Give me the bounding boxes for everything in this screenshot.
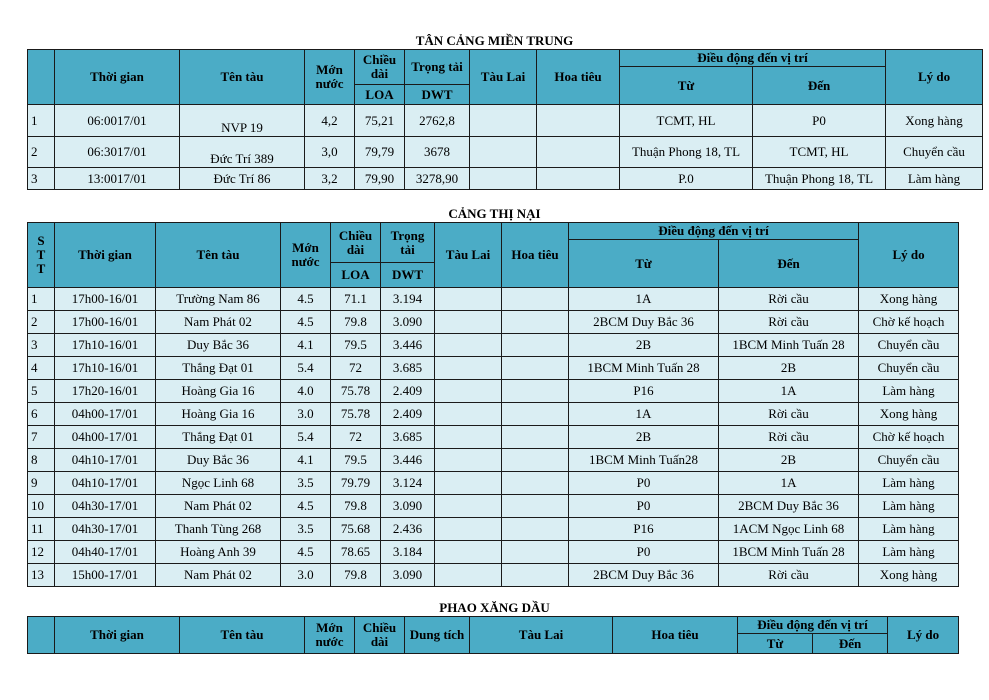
- cell-draft: 3,0: [305, 137, 355, 168]
- table-row: [28, 288, 959, 311]
- cell-pilot: [502, 472, 569, 495]
- cell-ship: Nam Phát 02: [156, 495, 281, 518]
- header-tug: Tàu Lai: [470, 617, 613, 654]
- cell-time: 17h10-16/01: [55, 357, 156, 380]
- cell-tug: [435, 380, 502, 403]
- cell-ship: Thắng Đạt 01: [156, 426, 281, 449]
- header-to: Đến: [813, 634, 888, 654]
- cell-tug: [470, 137, 537, 168]
- table-row: [28, 472, 959, 495]
- table-row: [28, 426, 959, 449]
- cell-pilot: [502, 311, 569, 334]
- cell-to: 1A: [719, 380, 859, 403]
- cell-dwt: 3278,90: [405, 168, 470, 190]
- cell-ship: Duy Bắc 36: [156, 449, 281, 472]
- cell-reason: Chuyển cầu: [886, 137, 983, 168]
- cell-dwt: 3.446: [381, 334, 435, 357]
- cell-loa: 79.5: [331, 334, 381, 357]
- cell-reason: Xong hàng: [859, 564, 959, 587]
- cell-from: 1BCM Minh Tuấn 28: [569, 357, 719, 380]
- table-row: [28, 495, 959, 518]
- table-phao-xang-dau: [27, 616, 959, 654]
- cell-stt: 12: [28, 541, 55, 564]
- cell-from: 2BCM Duy Bắc 36: [569, 564, 719, 587]
- header-tonnage: Trọng tải: [405, 50, 470, 85]
- table-row: [28, 334, 959, 357]
- cell-stt: 8: [28, 449, 55, 472]
- cell-reason: Xong hàng: [859, 403, 959, 426]
- header-length: Chiều dài: [331, 223, 381, 263]
- cell-to: Rời cầu: [719, 426, 859, 449]
- cell-stt: 5: [28, 380, 55, 403]
- cell-to: Rời cầu: [719, 564, 859, 587]
- cell-draft: 4,2: [305, 105, 355, 137]
- cell-draft: 5.4: [281, 426, 331, 449]
- cell-pilot: [502, 380, 569, 403]
- table-tan-cang: [27, 49, 983, 190]
- cell-dwt: 3.124: [381, 472, 435, 495]
- cell-from: 1BCM Minh Tuấn28: [569, 449, 719, 472]
- cell-reason: Làm hàng: [859, 518, 959, 541]
- cell-ship: Đức Trí 389: [180, 137, 305, 168]
- cell-time: 04h00-17/01: [55, 403, 156, 426]
- header-ship: Tên tàu: [180, 617, 305, 654]
- header-stt: [28, 50, 55, 105]
- cell-time: 04h30-17/01: [55, 495, 156, 518]
- cell-reason: Chuyển cầu: [859, 334, 959, 357]
- table-row: [28, 449, 959, 472]
- cell-reason: Chờ kế hoạch: [859, 311, 959, 334]
- cell-draft: 4.1: [281, 334, 331, 357]
- header-ship: Tên tàu: [180, 50, 305, 105]
- cell-loa: 79.8: [331, 564, 381, 587]
- cell-from: P16: [569, 518, 719, 541]
- cell-stt: 7: [28, 426, 55, 449]
- cell-draft: 4.5: [281, 311, 331, 334]
- cell-stt: 2: [28, 137, 55, 168]
- cell-pilot: [502, 518, 569, 541]
- cell-ship: Nam Phát 02: [156, 564, 281, 587]
- header-loa: LOA: [355, 85, 405, 105]
- cell-loa: 75,21: [355, 105, 405, 137]
- cell-draft: 4.5: [281, 288, 331, 311]
- cell-loa: 79.79: [331, 472, 381, 495]
- cell-from: 1A: [569, 288, 719, 311]
- cell-reason: Làm hàng: [886, 168, 983, 190]
- cell-tug: [435, 288, 502, 311]
- table-thi-nai: [27, 222, 959, 587]
- cell-tug: [435, 541, 502, 564]
- cell-tug: [435, 495, 502, 518]
- cell-to: 1A: [719, 472, 859, 495]
- cell-dwt: 3.184: [381, 541, 435, 564]
- cell-stt: 3: [28, 334, 55, 357]
- section-title-thi-nai: CẢNG THỊ NẠI: [448, 206, 541, 221]
- cell-time: 17h10-16/01: [55, 334, 156, 357]
- header-reason: Lý do: [886, 50, 983, 105]
- header-tug: Tàu Lai: [435, 223, 502, 288]
- cell-pilot: [502, 288, 569, 311]
- header-time: Thời gian: [55, 223, 156, 288]
- cell-stt: 1: [28, 105, 55, 137]
- cell-tug: [435, 426, 502, 449]
- cell-loa: 79.8: [331, 495, 381, 518]
- cell-pilot: [537, 105, 620, 137]
- cell-dwt: 3.090: [381, 495, 435, 518]
- cell-draft: 4.1: [281, 449, 331, 472]
- header-tonnage: Trọng tải: [381, 223, 435, 263]
- header-tug: Tàu Lai: [470, 50, 537, 105]
- table-row: [28, 380, 959, 403]
- cell-reason: Làm hàng: [859, 541, 959, 564]
- cell-dwt: 3678: [405, 137, 470, 168]
- cell-tug: [435, 564, 502, 587]
- cell-to: 2B: [719, 357, 859, 380]
- section-title-tan-cang: TÂN CẢNG MIỀN TRUNG: [415, 33, 574, 48]
- cell-pilot: [502, 426, 569, 449]
- header-stt: [28, 617, 55, 654]
- cell-to: 2B: [719, 449, 859, 472]
- cell-ship: Hoàng Gia 16: [156, 403, 281, 426]
- cell-tug: [435, 311, 502, 334]
- cell-tug: [435, 518, 502, 541]
- cell-ship: Hoàng Anh 39: [156, 541, 281, 564]
- cell-dwt: 2.436: [381, 518, 435, 541]
- cell-from: P.0: [620, 168, 753, 190]
- cell-from: 1A: [569, 403, 719, 426]
- cell-reason: Làm hàng: [859, 380, 959, 403]
- cell-reason: Chờ kế hoạch: [859, 426, 959, 449]
- cell-ship: Ngọc Linh 68: [156, 472, 281, 495]
- cell-draft: 4.0: [281, 380, 331, 403]
- cell-draft: 3.5: [281, 518, 331, 541]
- cell-tug: [470, 105, 537, 137]
- cell-time: 04h00-17/01: [55, 426, 156, 449]
- cell-draft: 3.5: [281, 472, 331, 495]
- cell-ship: Duy Bắc 36: [156, 334, 281, 357]
- header-dwt: DWT: [381, 263, 435, 288]
- cell-dwt: 3.090: [381, 311, 435, 334]
- cell-tug: [435, 449, 502, 472]
- cell-pilot: [502, 541, 569, 564]
- cell-to: Rời cầu: [719, 288, 859, 311]
- cell-ship: Hoàng Gia 16: [156, 380, 281, 403]
- cell-from: P0: [569, 495, 719, 518]
- cell-time: 04h30-17/01: [55, 518, 156, 541]
- cell-tug: [435, 472, 502, 495]
- header-dwt: DWT: [405, 85, 470, 105]
- cell-pilot: [502, 564, 569, 587]
- cell-loa: 71.1: [331, 288, 381, 311]
- cell-ship: Trường Nam 86: [156, 288, 281, 311]
- table-row: [28, 105, 983, 137]
- cell-stt: 6: [28, 403, 55, 426]
- header-from: Từ: [620, 67, 753, 105]
- cell-stt: 13: [28, 564, 55, 587]
- cell-from: 2B: [569, 426, 719, 449]
- cell-pilot: [537, 137, 620, 168]
- cell-dwt: 3.446: [381, 449, 435, 472]
- cell-draft: 3.0: [281, 403, 331, 426]
- cell-to: P0: [753, 105, 886, 137]
- cell-time: 13:0017/01: [55, 168, 180, 190]
- table-row: [28, 518, 959, 541]
- cell-ship: Thanh Tùng 268: [156, 518, 281, 541]
- header-move: Điều động đến vị trí: [620, 50, 886, 67]
- cell-time: 04h10-17/01: [55, 449, 156, 472]
- cell-time: 04h10-17/01: [55, 472, 156, 495]
- cell-ship: Thắng Đạt 01: [156, 357, 281, 380]
- header-move: Điều động đến vị trí: [738, 617, 888, 634]
- cell-dwt: 3.685: [381, 357, 435, 380]
- cell-reason: Chuyển cầu: [859, 357, 959, 380]
- cell-pilot: [502, 357, 569, 380]
- table-row: [28, 311, 959, 334]
- header-stt: S T T: [28, 223, 55, 288]
- cell-reason: Xong hàng: [859, 288, 959, 311]
- cell-from: P0: [569, 541, 719, 564]
- cell-to: 1BCM Minh Tuấn 28: [719, 541, 859, 564]
- cell-to: Thuận Phong 18, TL: [753, 168, 886, 190]
- cell-stt: 1: [28, 288, 55, 311]
- cell-stt: 3: [28, 168, 55, 190]
- cell-from: Thuận Phong 18, TL: [620, 137, 753, 168]
- header-time: Thời gian: [55, 617, 180, 654]
- cell-time: 04h40-17/01: [55, 541, 156, 564]
- cell-draft: 3.0: [281, 564, 331, 587]
- header-time: Thời gian: [55, 50, 180, 105]
- cell-ship: NVP 19: [180, 105, 305, 137]
- cell-tug: [435, 334, 502, 357]
- header-to: Đến: [753, 67, 886, 105]
- header-pilot: Hoa tiêu: [613, 617, 738, 654]
- header-reason: Lý do: [888, 617, 959, 654]
- cell-loa: 79,90: [355, 168, 405, 190]
- header-draft: Mớn nước: [281, 223, 331, 288]
- cell-tug: [470, 168, 537, 190]
- header-draft: Mớn nước: [305, 50, 355, 105]
- cell-from: P0: [569, 472, 719, 495]
- section-title-phao-xang-dau: PHAO XĂNG DẦU: [439, 600, 550, 615]
- cell-loa: 79.5: [331, 449, 381, 472]
- cell-dwt: 2.409: [381, 380, 435, 403]
- header-pilot: Hoa tiêu: [537, 50, 620, 105]
- header-loa: LOA: [331, 263, 381, 288]
- cell-time: 15h00-17/01: [55, 564, 156, 587]
- cell-tug: [435, 357, 502, 380]
- header-capacity: Dung tích: [405, 617, 470, 654]
- table-row: [28, 541, 959, 564]
- cell-to: 1BCM Minh Tuấn 28: [719, 334, 859, 357]
- cell-time: 06:0017/01: [55, 105, 180, 137]
- cell-time: 17h00-16/01: [55, 288, 156, 311]
- cell-loa: 75.68: [331, 518, 381, 541]
- table-row: [28, 564, 959, 587]
- header-from: Từ: [569, 240, 719, 288]
- cell-pilot: [502, 403, 569, 426]
- cell-from: 2BCM Duy Bắc 36: [569, 311, 719, 334]
- cell-dwt: 3.194: [381, 288, 435, 311]
- cell-loa: 79.8: [331, 311, 381, 334]
- cell-time: 17h00-16/01: [55, 311, 156, 334]
- cell-loa: 75.78: [331, 380, 381, 403]
- cell-draft: 3,2: [305, 168, 355, 190]
- cell-ship: Đức Trí 86: [180, 168, 305, 190]
- cell-pilot: [502, 334, 569, 357]
- header-pilot: Hoa tiêu: [502, 223, 569, 288]
- cell-to: 1ACM Ngọc Linh 68: [719, 518, 859, 541]
- cell-reason: Xong hàng: [886, 105, 983, 137]
- header-from: Từ: [738, 634, 813, 654]
- table-row: [28, 168, 983, 190]
- cell-pilot: [502, 495, 569, 518]
- cell-draft: 5.4: [281, 357, 331, 380]
- table-row: [28, 403, 959, 426]
- cell-reason: Làm hàng: [859, 472, 959, 495]
- cell-loa: 78.65: [331, 541, 381, 564]
- cell-stt: 11: [28, 518, 55, 541]
- cell-pilot: [502, 449, 569, 472]
- header-ship: Tên tàu: [156, 223, 281, 288]
- cell-time: 06:3017/01: [55, 137, 180, 168]
- header-length: Chiều dài: [355, 50, 405, 85]
- cell-from: 2B: [569, 334, 719, 357]
- cell-loa: 72: [331, 357, 381, 380]
- cell-dwt: 3.685: [381, 426, 435, 449]
- cell-loa: 72: [331, 426, 381, 449]
- cell-draft: 4.5: [281, 495, 331, 518]
- table-row: [28, 357, 959, 380]
- cell-dwt: 2762,8: [405, 105, 470, 137]
- cell-time: 17h20-16/01: [55, 380, 156, 403]
- cell-stt: 10: [28, 495, 55, 518]
- header-reason: Lý do: [859, 223, 959, 288]
- cell-reason: Chuyển cầu: [859, 449, 959, 472]
- cell-from: P16: [569, 380, 719, 403]
- cell-dwt: 2.409: [381, 403, 435, 426]
- cell-to: Rời cầu: [719, 403, 859, 426]
- header-length: Chiều dài: [355, 617, 405, 654]
- cell-dwt: 3.090: [381, 564, 435, 587]
- cell-from: TCMT, HL: [620, 105, 753, 137]
- cell-tug: [435, 403, 502, 426]
- cell-loa: 79,79: [355, 137, 405, 168]
- cell-reason: Làm hàng: [859, 495, 959, 518]
- header-to: Đến: [719, 240, 859, 288]
- header-draft: Mớn nước: [305, 617, 355, 654]
- cell-draft: 4.5: [281, 541, 331, 564]
- cell-to: Rời cầu: [719, 311, 859, 334]
- table-row: [28, 137, 983, 168]
- cell-loa: 75.78: [331, 403, 381, 426]
- cell-ship: Nam Phát 02: [156, 311, 281, 334]
- cell-stt: 9: [28, 472, 55, 495]
- cell-stt: 4: [28, 357, 55, 380]
- cell-pilot: [537, 168, 620, 190]
- cell-to: 2BCM Duy Bắc 36: [719, 495, 859, 518]
- cell-to: TCMT, HL: [753, 137, 886, 168]
- header-move: Điều động đến vị trí: [569, 223, 859, 240]
- cell-stt: 2: [28, 311, 55, 334]
